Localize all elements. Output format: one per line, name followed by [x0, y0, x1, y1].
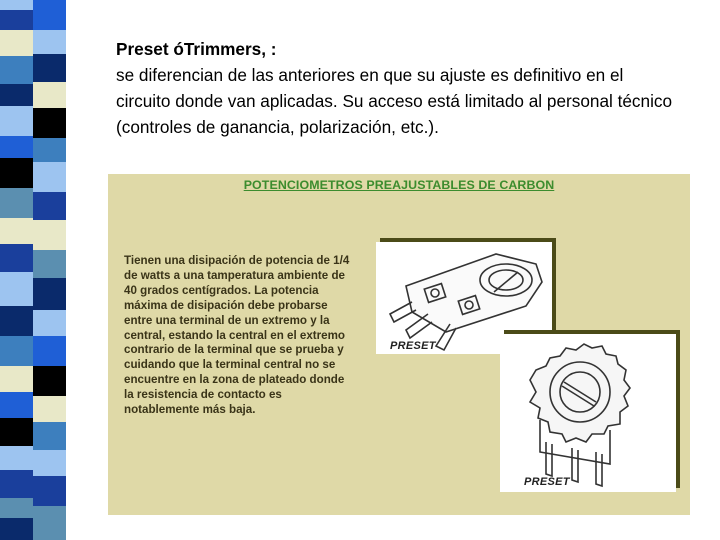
slide-heading: Preset óTrimmers, : — [116, 39, 277, 59]
preset-caption-2: PRESET — [524, 476, 570, 488]
figure-description: Tienen una disipación de potencia de 1/4 de watts a una tamperatura ambiente de 40 grados centígrados. La potencia máxima de disipación debe probarse entre una terminal de un extremo y la central, estando la central en el extremo contrario de la terminal que se prueba y cuidando que la terminal central no se encuentre en la zona de plateado donde la resistencia de contacto es notablemente más baja. — [124, 254, 350, 417]
stripe-column-right — [33, 0, 66, 540]
decorative-stripe-bar — [0, 0, 66, 540]
preset-vertical-drawing — [500, 334, 676, 492]
preset-caption-1: PRESET — [390, 340, 436, 352]
slide-body-text: se diferencian de las anteriores en que su ajuste es definitivo en el circuito donde van aplicadas. Su acceso está limitado al personal técnico (controles de ganancia, polarización, etc.). — [116, 65, 673, 137]
preset-photo-vertical — [500, 334, 676, 492]
slide-text-block — [116, 36, 676, 140]
stripe-column-left — [0, 0, 33, 540]
figure-title: POTENCIOMETROS PREAJUSTABLES DE CARBON — [243, 178, 555, 192]
figure-panel — [108, 174, 690, 515]
